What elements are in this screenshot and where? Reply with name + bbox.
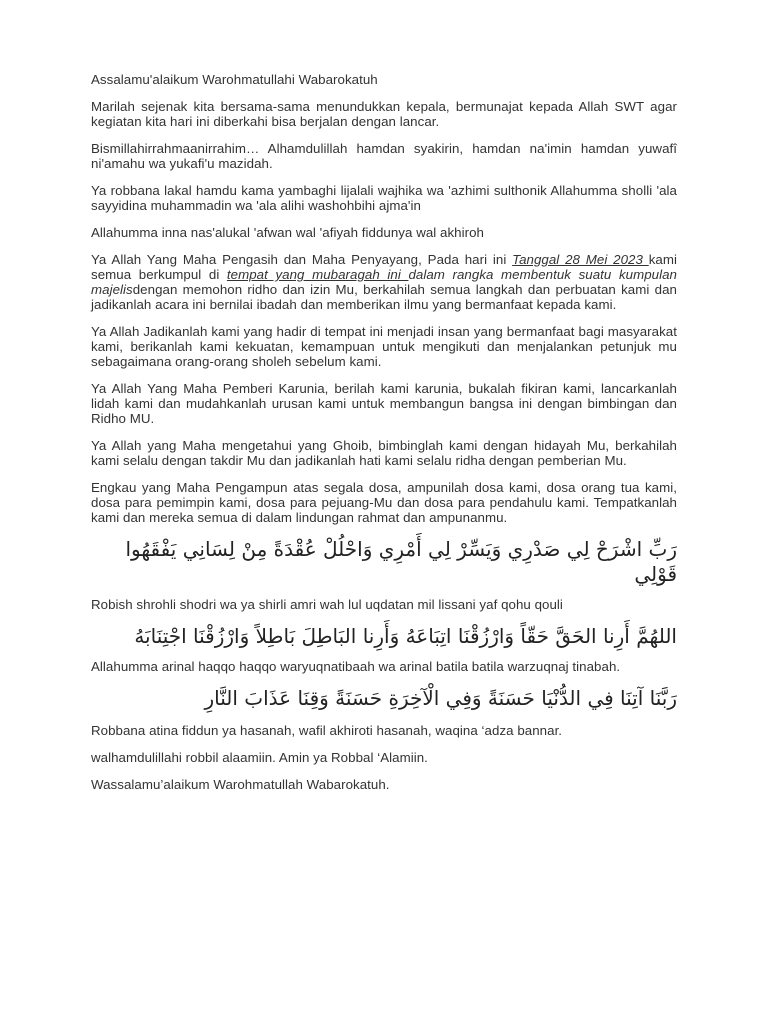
paragraph-benefit: Ya Allah Jadikanlah kami yang hadir di tempat ini menjadi insan yang bermanfaat bagi masyarakat kami, berikanlah kami kekuatan, kemampuan untuk mengikuti dan menjalankan petunjuk mu sebagaimana orang-orang sholeh sebelum kami. — [91, 324, 677, 369]
transliteration-1: Robish shrohli shodri wa ya shirli amri wah lul uqdatan mil lissani yaf qohu qouli — [91, 597, 563, 612]
event-date: Tanggal 28 Mei 2023 — [512, 252, 649, 267]
paragraph-hamdu: Ya robbana lakal hamdu kama yambaghi lijalali wajhika wa 'azhimi sulthonik Allahumma sholli 'ala sayyidina muhammadin wa 'ala alihi washohbihi ajma'in — [91, 183, 677, 213]
paragraph-bismillah: Bismillahirrahmaanirrahim… Alhamdulillah hamdan syakirin, hamdan na'imin hamdan yuwafî ni'amahu wa yukafi'u mazidah. — [91, 141, 677, 171]
document-body — [91, 72, 677, 804]
arabic-prayer-3: رَبَّنَا آتِنَا فِي الدُّنْيَا حَسَنَةً وَفِي الْآخِرَةِ حَسَنَةً وَقِنَا عَذَابَ النَّارِ — [204, 686, 677, 710]
gathering-text-3: dengan memohon ridho dan izin Mu, berkahilah semua langkah dan perbuatan kami dan jadikanlah acara ini bernilai ibadah dan memberikan ilmu yang bermanfaat kepada kami. — [91, 282, 677, 312]
paragraph-ampunan: Engkau yang Maha Pengampun atas segala dosa, ampunilah dosa kami, dosa orang tua kami, dosa para pemimpin kami, dosa para pejuang-Mu dan dosa para pendahulu kami. Tempatkanlah kami dan mereka semua di dalam lindungan rahmat dan ampunanmu. — [91, 480, 677, 525]
paragraph-opening: Marilah sejenak kita bersama-sama menundukkan kepala, bermunajat kepada Allah SWT agar kegiatan kita hari ini diberkahi bisa berjalan dengan lancar. — [91, 99, 677, 129]
arabic-prayer-2: اللهُمَّ أَرِنا الحَقَّ حَقّاً وَارْزُقْنَا اتِبَاعَهُ وَأَرِنا البَاطِلَ بَاطِلاً وَارْزُقْنَا اجْتِنَابَهُ — [134, 624, 677, 648]
paragraph-hidayah: Ya Allah yang Maha mengetahui yang Ghoib, bimbinglah kami dengan hidayah Mu, berkahilah kami selalu dengan takdir Mu dan jadikanlah hati kami selalu ridha dengan pemberian Mu. — [91, 438, 677, 468]
event-place: tempat yang mubaragah ini — [226, 267, 409, 282]
transliteration-2: Allahumma arinal haqqo haqqo waryuqnatibaah wa arinal batila batila warzuqnaj tinabah. — [91, 659, 621, 674]
transliteration-3: Robbana atina fiddun ya hasanah, wafil akhiroti hasanah, waqina ‘adza bannar. — [91, 723, 563, 738]
closing-salam: Wassalamu’alaikum Warohmatullah Wabarokatuh. — [91, 777, 390, 792]
gathering-text-2: kami semua berkumpul di — [91, 252, 678, 282]
gathering-text-1: Ya Allah Yang Maha Pengasih dan Maha Penyayang, Pada hari ini — [91, 252, 513, 267]
paragraph-afiyah: Allahumma inna nas'alukal 'afwan wal 'afiyah fiddunya wal akhiroh — [91, 225, 485, 240]
closing-hamdalah: walhamdulillahi robbil alaamiin. Amin ya Robbal ‘Alamiin. — [91, 750, 428, 765]
arabic-prayer-1: رَبِّ اشْرَحْ لِي صَدْرِي وَيَسِّرْ لِي أَمْرِي وَاحْلُلْ عُقْدَةً مِنْ لِسَانِي يَفْقَهُوا قَوْلِي — [125, 537, 677, 586]
event-purpose: dalam rangka membentuk suatu kumpulan majelis — [91, 267, 677, 297]
paragraph-gathering — [91, 252, 677, 312]
greeting: Assalamu'alaikum Warohmatullahi Wabarokatuh — [91, 72, 378, 87]
paragraph-karunia: Ya Allah Yang Maha Pemberi Karunia, berilah kami karunia, bukalah fikiran kami, lancarkanlah lidah kami dan mudahkanlah urusan kami untuk membangun bangsa ini dengan bimbingan dan Ridho MU. — [91, 381, 677, 426]
